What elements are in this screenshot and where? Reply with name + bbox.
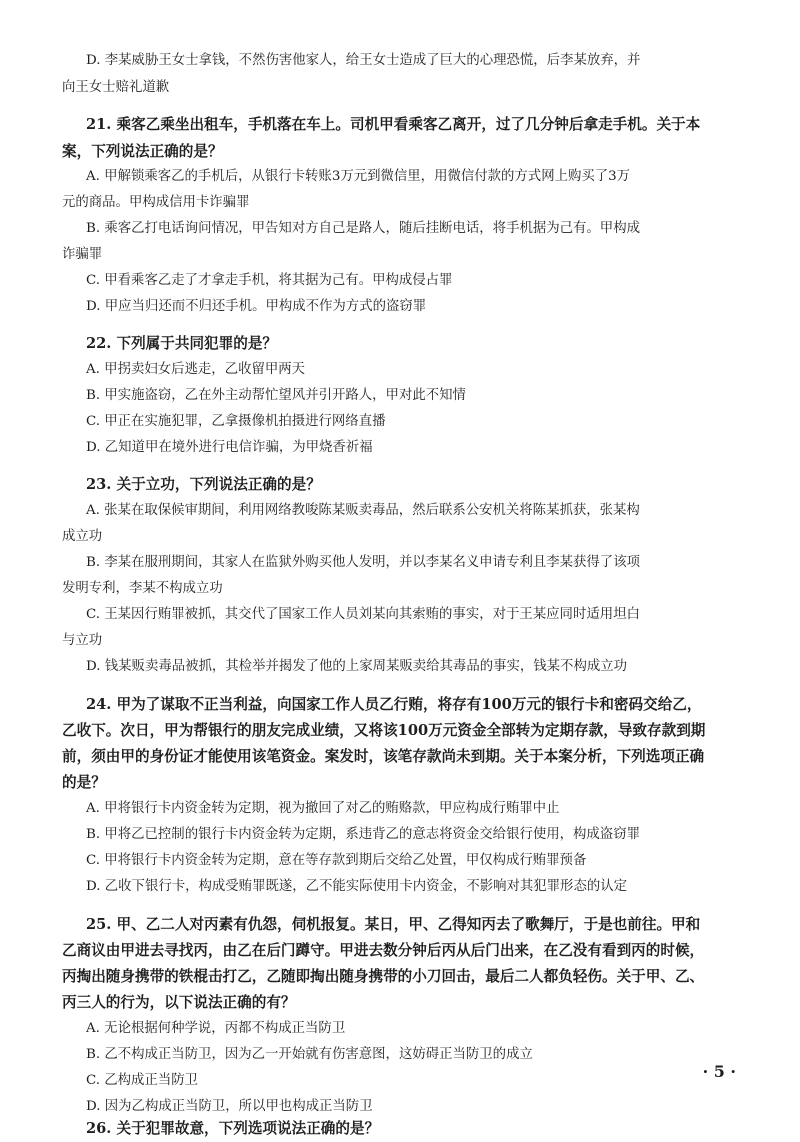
question-25-line: 乙商议由甲进去寻找丙，由乙在后门蹲守。甲进去数分钟后丙从后门出来，在乙没有看到丙的时候， <box>62 942 705 959</box>
option-line: 诈骗罪 <box>62 247 103 262</box>
option-line: B. 乙不构成正当防卫，因为乙一开始就有伤害意图，这妨碍正当防卫的成立 <box>86 1047 533 1062</box>
option-line: B. 李某在服刑期间，其家人在监狱外购买他人发明，并以李某名义申请专利且李某获得了该项 <box>86 555 640 570</box>
option-line: C. 甲将银行卡内资金转为定期，意在等存款到期后交给乙处置，甲仅构成行贿罪预备 <box>86 853 587 868</box>
question-21-line: 案，下列说法正确的是？ <box>62 143 223 160</box>
question-25-line: 丙三人的行为，以下说法正确的有？ <box>62 994 296 1011</box>
question-24-line: 前，须由甲的身份证才能使用该笔资金。案发时，该笔存款尚未到期。关于本案分析，下列选项正确 <box>62 748 705 765</box>
option-line: C. 乙构成正当防卫 <box>86 1073 199 1088</box>
text-line: 向王女士赔礼道歉 <box>62 80 170 95</box>
text-line: D. 李某威胁王女士拿钱，不然伤害他家人，给王女士造成了巨大的心理恐慌，后李某放弃，并 <box>86 53 641 68</box>
option-line: A. 无论根据何种学说，丙都不构成正当防卫 <box>86 1021 346 1036</box>
option-line: 成立功 <box>62 529 103 544</box>
option-line: C. 甲正在实施犯罪，乙拿摄像机拍摄进行网络直播 <box>86 414 386 429</box>
option-line: B. 甲实施盗窃，乙在外主动帮忙望风并引开路人，甲对此不知情 <box>86 388 466 403</box>
question-24-line: 乙收下。次日，甲为帮银行的朋友完成业绩，又将该100万元资金全部转为定期存款，导致存款到期 <box>62 722 706 739</box>
question-24-line: 24. 甲为了谋取不正当利益，向国家工作人员乙行贿，将存有100万元的银行卡和密码交给乙， <box>86 696 702 713</box>
question-26-line: 26. 关于犯罪故意，下列选项说法正确的是？ <box>86 1120 380 1137</box>
question-23-line: 23. 关于立功，下列说法正确的是？ <box>86 476 321 493</box>
option-line: 发明专利，李某不构成立功 <box>62 581 223 596</box>
question-24-line: 的是？ <box>62 774 106 791</box>
option-line: D. 因为乙构成正当防卫，所以甲也构成正当防卫 <box>86 1099 373 1114</box>
option-line: B. 甲将乙已控制的银行卡内资金转为定期，系违背乙的意志将资金交给银行使用，构成盗窃罪 <box>86 827 640 842</box>
option-line: 与立功 <box>62 633 103 648</box>
option-line: C. 王某因行贿罪被抓，其交代了国家工作人员刘某向其索贿的事实，对于王某应同时适用坦白 <box>86 607 640 622</box>
option-line: D. 甲应当归还而不归还手机。甲构成不作为方式的盗窃罪 <box>86 299 427 314</box>
page-number: · 5 · <box>702 1062 736 1081</box>
option-line: D. 乙知道甲在境外进行电信诈骗，为甲烧香祈福 <box>86 440 373 455</box>
option-line: A. 甲将银行卡内资金转为定期，视为撤回了对乙的贿赂款，甲应构成行贿罪中止 <box>86 801 560 816</box>
option-line: 元的商品。甲构成信用卡诈骗罪 <box>62 195 250 210</box>
option-line: A. 甲解锁乘客乙的手机后，从银行卡转账3万元到微信里，用微信付款的方式网上购买了3万 <box>86 169 631 184</box>
question-25-line: 丙掏出随身携带的铁棍击打乙，乙随即掏出随身携带的小刀回击，最后二人都负轻伤。关于甲、乙、 <box>62 968 705 985</box>
question-22-line: 22. 下列属于共同犯罪的是？ <box>86 335 278 352</box>
question-21-line: 21. 乘客乙乘坐出租车，手机落在车上。司机甲看乘客乙离开，过了几分钟后拿走手机。关于本 <box>86 116 701 133</box>
option-line: A. 甲拐卖妇女后逃走，乙收留甲两天 <box>86 362 306 377</box>
option-line: B. 乘客乙打电话询问情况，甲告知对方自己是路人，随后挂断电话，将手机据为己有。甲构成 <box>86 221 640 236</box>
question-25-line: 25. 甲、乙二人对丙素有仇怨，伺机报复。某日，甲、乙得知丙去了歌舞厅，于是也前往。甲和 <box>86 916 701 933</box>
option-line: C. 甲看乘客乙走了才拿走手机，将其据为己有。甲构成侵占罪 <box>86 273 453 288</box>
option-line: A. 张某在取保候审期间，利用网络教唆陈某贩卖毒品，然后联系公安机关将陈某抓获，张某构 <box>86 503 640 518</box>
option-line: D. 钱某贩卖毒品被抓，其检举并揭发了他的上家周某贩卖给其毒品的事实，钱某不构成立功 <box>86 659 628 674</box>
option-line: D. 乙收下银行卡，构成受贿罪既遂，乙不能实际使用卡内资金，不影响对其犯罪形态的认定 <box>86 879 628 894</box>
